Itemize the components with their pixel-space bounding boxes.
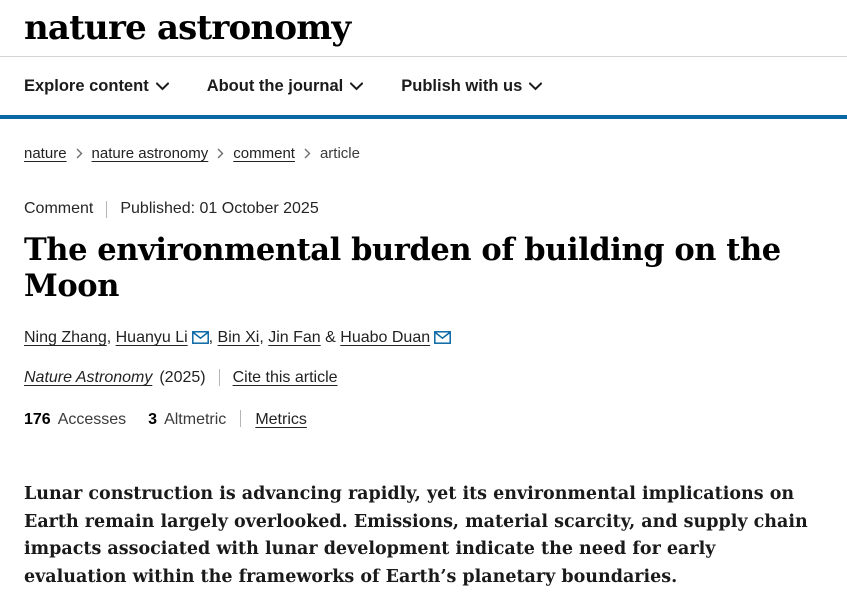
accesses-count: 176 xyxy=(24,410,51,428)
chevron-down-icon xyxy=(350,82,363,91)
breadcrumb-item-article: article xyxy=(319,145,360,162)
breadcrumb-item-nature-astronomy[interactable]: nature astronomy xyxy=(91,145,209,162)
envelope-icon[interactable] xyxy=(192,331,209,344)
primary-navigation xyxy=(0,57,847,119)
publication-date: Published: 01 October 2025 xyxy=(120,200,319,217)
article-type: Comment xyxy=(24,200,94,217)
nav-item-explore-content[interactable] xyxy=(24,77,169,96)
breadcrumb-separator-icon xyxy=(304,148,311,159)
article-meta xyxy=(24,200,823,218)
metrics-divider xyxy=(240,410,241,427)
accesses-label: Accesses xyxy=(57,410,127,428)
envelope-icon[interactable] xyxy=(434,331,451,344)
citation-line xyxy=(24,369,823,387)
author-bin-xi[interactable]: Bin Xi xyxy=(217,328,260,346)
breadcrumb xyxy=(24,145,823,162)
author-separator: , xyxy=(208,328,218,346)
author-huanyu-li[interactable]: Huanyu Li xyxy=(115,328,188,346)
nav-item-label: About the journal xyxy=(206,76,344,95)
article-page xyxy=(0,145,847,592)
publication-year: (2025) xyxy=(159,368,206,386)
chevron-down-icon xyxy=(529,82,542,91)
article-metrics xyxy=(24,407,823,429)
breadcrumb-item-nature[interactable]: nature xyxy=(24,145,67,162)
chevron-down-icon xyxy=(156,82,169,91)
author-huabo-duan[interactable]: Huabo Duan xyxy=(340,328,431,346)
site-masthead xyxy=(0,0,847,57)
author-jin-fan[interactable]: Jin Fan xyxy=(268,328,321,346)
cite-this-article-link[interactable]: Cite this article xyxy=(232,368,338,386)
journal-logo[interactable]: nature astronomy xyxy=(24,8,351,48)
citation-divider xyxy=(219,369,220,386)
author-ning-zhang[interactable]: Ning Zhang xyxy=(24,328,107,346)
author-separator: & xyxy=(320,328,341,346)
altmetric-count: 3 xyxy=(148,410,158,428)
nav-item-label: Publish with us xyxy=(401,76,523,95)
meta-divider xyxy=(106,201,107,218)
breadcrumb-separator-icon xyxy=(217,148,224,159)
page-title: The environmental burden of building on the Moon xyxy=(24,232,781,304)
nav-item-about-the-journal[interactable] xyxy=(207,77,364,96)
article-standfirst: Lunar construction is advancing rapidly, yet its environmental implications on Earth remain largely overlooked. Emissions, material scarcity, and supply chain impacts associated with lunar development indicate the need for early evaluation within the frameworks of Earth’s planetary boundaries. xyxy=(24,483,808,587)
nav-item-label: Explore content xyxy=(24,76,149,95)
breadcrumb-item-comment[interactable]: comment xyxy=(233,145,295,162)
breadcrumb-separator-icon xyxy=(76,148,83,159)
author-list xyxy=(24,326,823,350)
metrics-link[interactable]: Metrics xyxy=(255,410,307,428)
nav-item-publish-with-us[interactable] xyxy=(401,77,542,96)
author-separator: , xyxy=(259,328,269,346)
journal-name-link[interactable]: Nature Astronomy xyxy=(24,368,153,386)
altmetric-label: Altmetric xyxy=(164,410,227,428)
author-separator: , xyxy=(106,328,116,346)
